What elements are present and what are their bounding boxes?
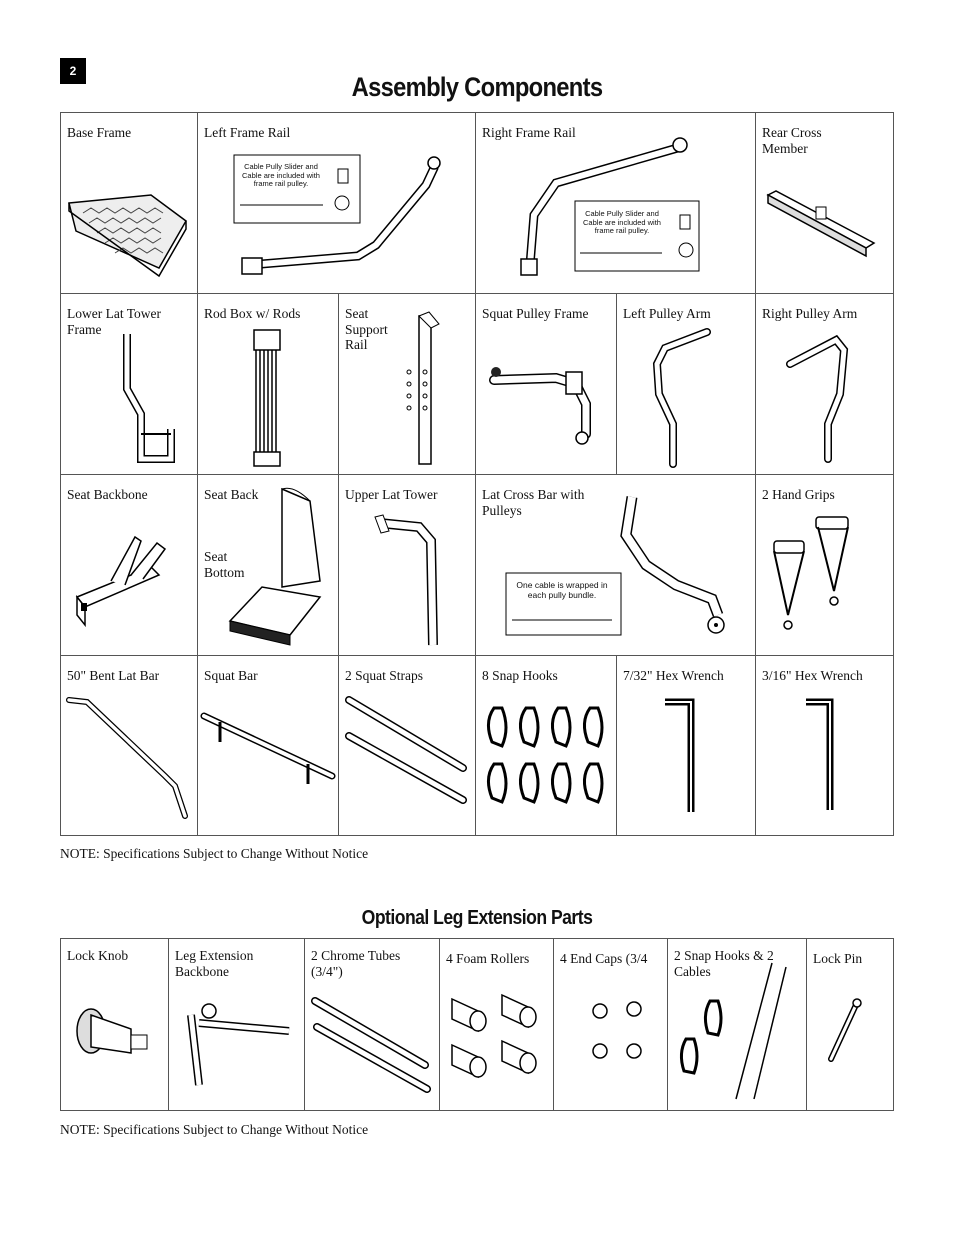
squat-straps-icon (339, 656, 476, 836)
cell-squat-straps (339, 656, 476, 836)
specifications-note: NOTE: Specifications Subject to Change Without Notice (60, 846, 369, 861)
page-title: Assembly Components (351, 72, 603, 102)
cell-hex-wrench-3-16 (756, 656, 894, 836)
component-label: 2 Squat Straps (345, 668, 424, 683)
leg-extension-backbone-icon (169, 939, 305, 1111)
squat-pulley-frame-icon (476, 294, 617, 475)
snap-hooks-cables-icon (668, 939, 807, 1111)
component-label: 4 Foam Rollers (446, 951, 530, 966)
cell-end-caps (554, 939, 668, 1111)
chrome-tubes-icon (305, 939, 440, 1111)
upper-lat-tower-icon (339, 475, 476, 656)
component-label: Lock Pin (813, 951, 863, 966)
snap-hooks-icon (476, 656, 617, 836)
lock-pin-icon (807, 939, 894, 1111)
bent-lat-bar-icon (61, 656, 198, 836)
component-label: Base Frame (67, 125, 132, 140)
cell-seat-support-rail (339, 294, 476, 475)
cell-lower-lat-tower-frame (61, 294, 198, 475)
page-number: 2 (60, 58, 86, 84)
cell-foam-rollers (440, 939, 554, 1111)
component-label: Upper Lat Tower (345, 487, 438, 502)
cell-squat-pulley-frame (476, 294, 617, 475)
cell-base-frame (61, 113, 198, 294)
rear-cross-member-icon (756, 113, 894, 294)
cell-lock-knob (61, 939, 169, 1111)
foam-rollers-icon (440, 939, 554, 1111)
cell-leg-extension-backbone (169, 939, 305, 1111)
cell-seat-back (198, 475, 339, 656)
seat-back-icon (198, 475, 339, 656)
component-label: Right Pulley Arm (762, 306, 858, 321)
component-label: Lat Cross Bar with Pulleys (482, 487, 585, 518)
lock-knob-icon (61, 939, 169, 1111)
hand-grips-icon (756, 475, 894, 656)
component-label: Rear Cross Member (762, 125, 822, 156)
left-pulley-arm-icon (617, 294, 756, 475)
left-frame-rail-icon (198, 113, 476, 294)
cell-hand-grips (756, 475, 894, 656)
component-label: Rod Box w/ Rods (204, 306, 301, 321)
component-label: 2 Hand Grips (762, 487, 835, 502)
component-label: Seat Bottom (204, 549, 245, 580)
cell-rod-box (198, 294, 339, 475)
component-label: 3/16" Hex Wrench (762, 668, 863, 683)
component-label: 2 Chrome Tubes (3/4") (311, 948, 401, 979)
end-caps-icon (554, 939, 668, 1111)
base-frame-icon (61, 113, 198, 294)
lat-cross-bar-icon (476, 475, 756, 656)
hex-wrench-icon (756, 656, 894, 836)
cell-seat-backbone (61, 475, 198, 656)
cell-squat-bar (198, 656, 339, 836)
cable-note: Cable Pully Slider and Cable are included with frame rail pulley. (242, 162, 320, 188)
component-label: Seat Support Rail (345, 306, 388, 352)
component-label: Lower Lat Tower Frame (67, 306, 162, 337)
seat-support-rail-icon (339, 294, 476, 475)
cell-lock-pin (807, 939, 894, 1111)
section-title: Optional Leg Extension Parts (361, 907, 593, 929)
right-frame-rail-icon (476, 113, 756, 294)
cell-left-frame-rail (198, 113, 476, 294)
rod-box-icon (198, 294, 339, 475)
cell-bent-lat-bar (61, 656, 198, 836)
component-label: 7/32" Hex Wrench (623, 668, 724, 683)
component-label: Left Frame Rail (204, 125, 291, 140)
component-label: Right Frame Rail (482, 125, 576, 140)
cell-lat-cross-bar (476, 475, 756, 656)
cable-note: Cable Pully Slider and Cable are included with frame rail pulley. (583, 209, 661, 235)
component-label: Leg Extension Backbone (175, 948, 254, 979)
cell-snap-hooks (476, 656, 617, 836)
cell-snap-hooks-cables (668, 939, 807, 1111)
component-label: Squat Pulley Frame (482, 306, 589, 321)
component-label: 4 End Caps (3/4 (560, 951, 648, 966)
cell-chrome-tubes (305, 939, 440, 1111)
component-label: 2 Snap Hooks & 2 Cables (674, 948, 774, 979)
component-label: Seat Backbone (67, 487, 148, 502)
squat-bar-icon (198, 656, 339, 836)
specifications-note: NOTE: Specifications Subject to Change Without Notice (60, 1122, 369, 1137)
cell-hex-wrench-7-32 (617, 656, 756, 836)
seat-backbone-icon (61, 475, 198, 656)
component-label: Left Pulley Arm (623, 306, 711, 321)
cell-left-pulley-arm (617, 294, 756, 475)
cable-bundle-note: One cable is wrapped in each pully bundle. (516, 580, 608, 600)
component-label: 8 Snap Hooks (482, 668, 558, 683)
cell-right-frame-rail (476, 113, 756, 294)
cell-rear-cross-member (756, 113, 894, 294)
component-label: Lock Knob (67, 948, 129, 963)
cell-right-pulley-arm (756, 294, 894, 475)
component-label: Seat Back (204, 487, 259, 502)
right-pulley-arm-icon (756, 294, 894, 475)
component-label: 50" Bent Lat Bar (67, 668, 160, 683)
lower-lat-tower-frame-icon (61, 294, 198, 475)
component-label: Squat Bar (204, 668, 258, 683)
cell-upper-lat-tower (339, 475, 476, 656)
hex-wrench-icon (617, 656, 756, 836)
